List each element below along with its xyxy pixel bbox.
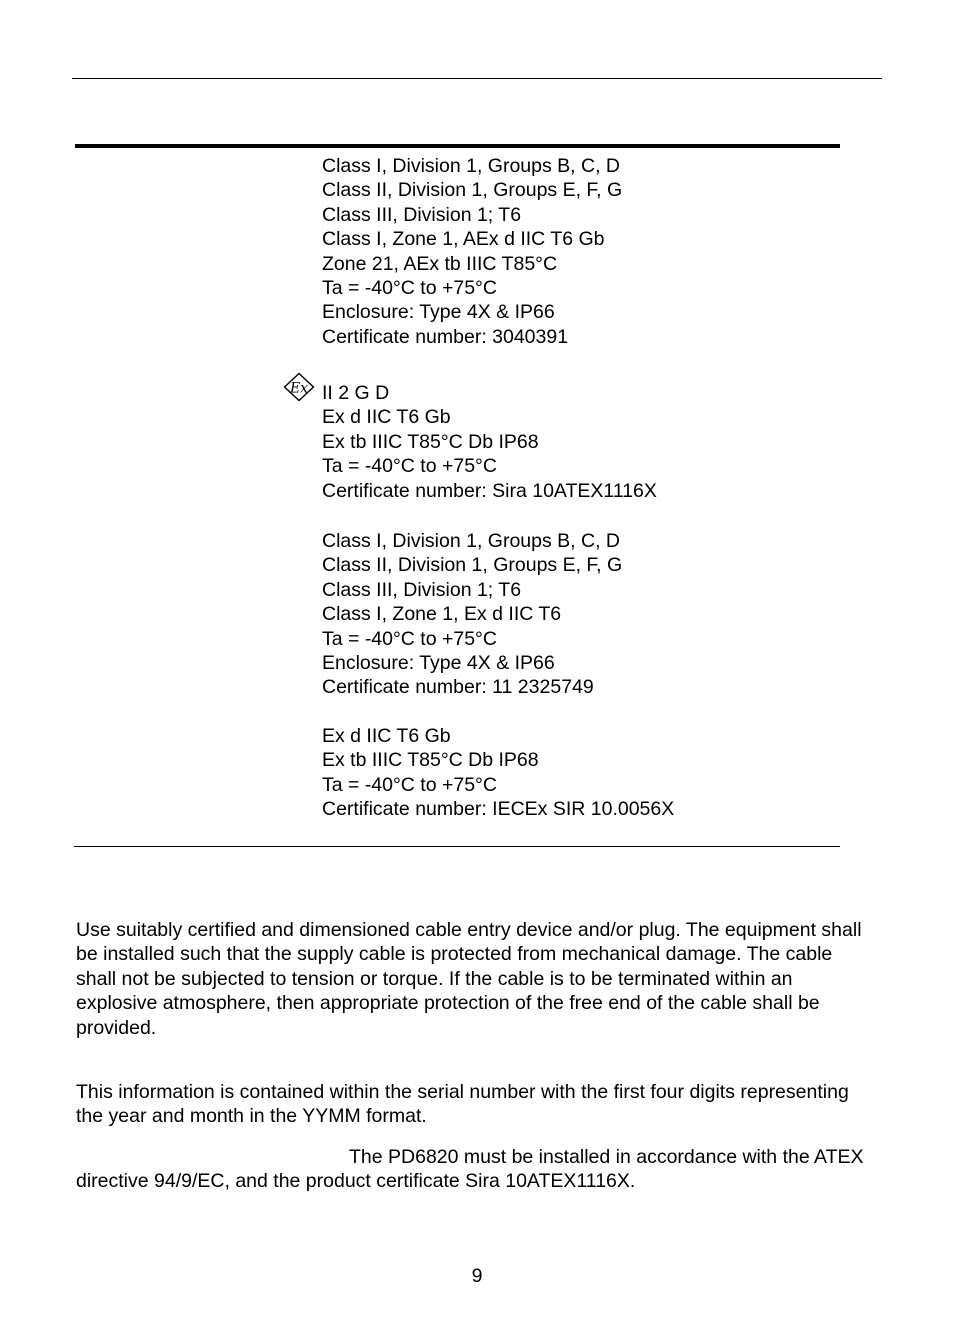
certification-block-csa-ca — [322, 529, 622, 700]
header-rule — [72, 78, 882, 79]
cert-line: Zone 21, AEx tb IIIC T85°C — [322, 252, 558, 275]
certification-block-csa-us — [322, 154, 622, 349]
ex-mark-icon — [283, 372, 315, 402]
cert-line: Ta = -40°C to +75°C — [322, 455, 497, 478]
cert-line: Class II, Division 1, Groups E, F, G — [322, 554, 623, 577]
cert-line: Ex tb IIIC T85°C Db IP68 — [322, 430, 539, 453]
cert-line: II 2 G D — [322, 382, 390, 404]
table-bottom-rule — [74, 846, 840, 847]
cert-line: Ta = -40°C to +75°C — [322, 276, 497, 299]
manufacture-date-paragraph: This information is contained within the serial number with the first four digits representing the year and month in the YYMM format. — [76, 1081, 849, 1128]
cert-line: Ex tb IIIC T85°C Db IP68 — [322, 749, 539, 772]
cable-entry-paragraph: Use suitably certified and dimensioned cable entry device and/or plug. The equipment shall be installed such that the supply cable is protected from mechanical damage. The cable shall not be subjected to tension or torque. If the cable is to be terminated within an explosive atmosphere, then appropriate protection of the free end of the cable shall be provided. — [76, 919, 862, 1039]
cert-line: Enclosure: Type 4X & IP66 — [322, 651, 555, 674]
svg-text:Ex: Ex — [289, 380, 309, 397]
cert-line: Class I, Zone 1, AEx d IIC T6 Gb — [322, 228, 605, 251]
cert-line: Enclosure: Type 4X & IP66 — [322, 301, 555, 324]
cert-line: Ex d IIC T6 Gb — [322, 725, 451, 747]
cert-line: Class II, Division 1, Groups E, F, G — [322, 179, 623, 202]
cert-line: Class I, Division 1, Groups B, C, D — [322, 530, 621, 552]
certification-block-atex — [322, 381, 657, 503]
cert-line: Class III, Division 1; T6 — [322, 203, 522, 226]
installation-text: The PD6820 must be installed in accordance with the ATEX directive 94/9/EC, and the product certificate Sira 10ATEX1116X. — [76, 1146, 864, 1193]
cert-line: Certificate number: 3040391 — [322, 325, 569, 348]
cert-line: Class III, Division 1; T6 — [322, 578, 522, 601]
table-top-rule — [75, 144, 840, 148]
cert-line: Certificate number: IECEx SIR 10.0056X — [322, 798, 675, 821]
cert-line: Ta = -40°C to +75°C — [322, 627, 497, 650]
cert-line: Ta = -40°C to +75°C — [322, 773, 497, 796]
cert-line: Ex d IIC T6 Gb — [322, 406, 451, 429]
cert-line: Certificate number: 11 2325749 — [322, 676, 594, 699]
cert-line: Class I, Zone 1, Ex d IIC T6 — [322, 603, 562, 626]
installation-paragraph — [76, 1145, 876, 1194]
certification-block-iecex — [322, 724, 674, 822]
cert-line: Certificate number: Sira 10ATEX1116X — [322, 479, 657, 502]
cert-line: Class I, Division 1, Groups B, C, D — [322, 155, 621, 177]
page-number: 9 — [471, 1265, 483, 1287]
